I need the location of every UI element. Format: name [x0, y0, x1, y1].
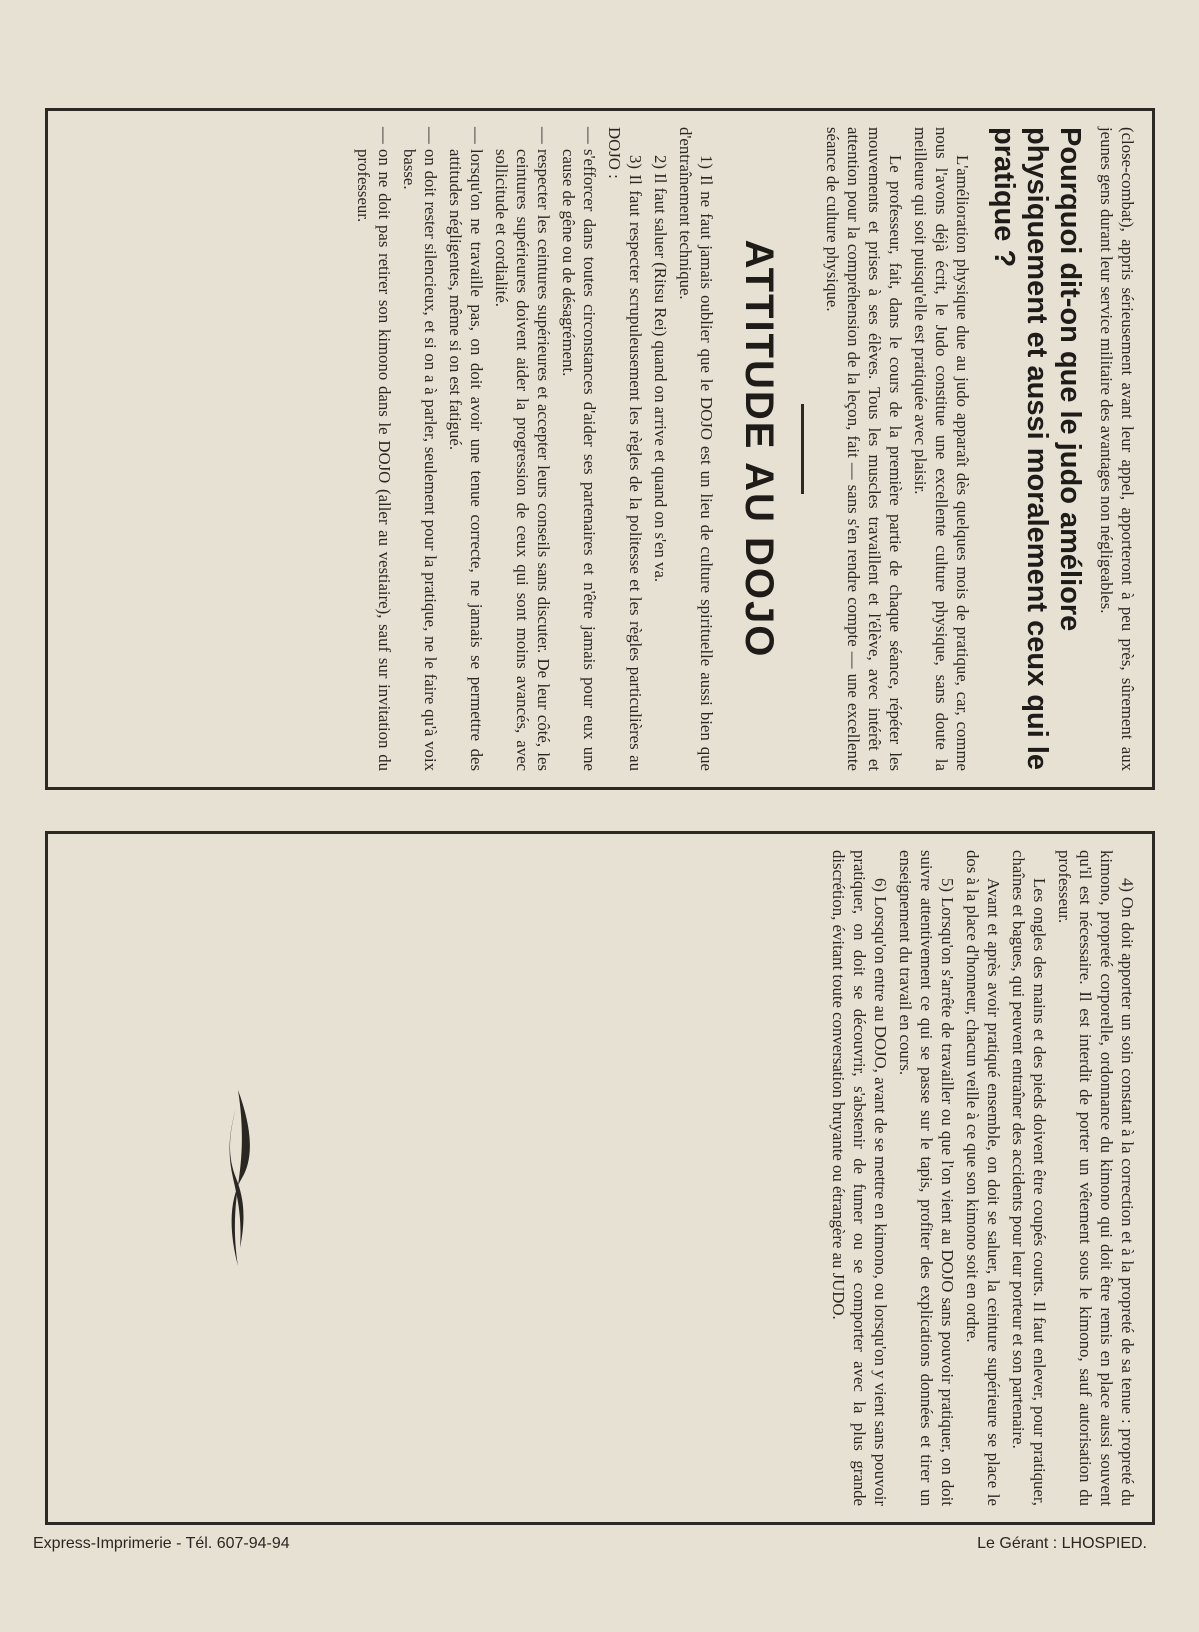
top-article-content: [48, 111, 1152, 787]
article-title: ATTITUDE AU DOJO: [737, 239, 781, 659]
bottom-text-column: [828, 850, 1138, 1506]
section-divider: [801, 404, 804, 494]
rule-bullet: — on ne doit pas retirer son kimono dans le DOJO (aller au vestiaire), sauf sur invitation du professeur.: [353, 127, 395, 771]
body-paragraph: Avant et après avoir pratiqué ensemble, on doit se saluer, la ceinture supérieure se place le dos à la place d'honneur, chacun veille à ce que son kimono soit en ordre.: [963, 850, 1003, 1506]
section-heading: Pourquoi dit-on que le judo améliore physiquement et aussi moralement ceux qui le pratique ?: [988, 127, 1086, 771]
bottom-article-content: [48, 834, 1152, 1522]
rule-paragraph: 3) Il faut respecter scrupuleusement les règles de la politesse et les règles particulières au DOJO :: [605, 127, 645, 771]
top-text-column: [353, 127, 1138, 771]
rule-bullet: — on doit rester silencieux, et si on a à parler, seulement pour la pratique, ne le faire qu'à voix basse.: [399, 127, 441, 771]
bottom-article-panel: [45, 831, 1155, 1525]
rule-paragraph: 4) On doit apporter un soin constant à la correction et à la propreté de sa tenue : propreté du kimono, propreté corporelle, ordonnance du kimono qui doit être remis en place aussi souvent qu'il est nécessaire. Il est interdit de porter un vêtement sous le kimono, sauf autorisation du professeur.: [1055, 850, 1137, 1506]
top-article-panel: [45, 108, 1155, 790]
rule-paragraph: 5) Lorsqu'on s'arrête de travailler ou que l'on vient au DOJO sans pouvoir pratiquer, on doit suivre attentivement ce qui se passe sur le tapis, profiter des explications données et tirer un enseignement du travail en cours.: [896, 850, 957, 1506]
manager-credit: Le Gérant : LHOSPIED.: [977, 1535, 1147, 1552]
rule-paragraph: 1) Il ne faut jamais oublier que le DOJO est un lieu de culture spirituelle aussi bien que d'entraînement technique.: [676, 127, 716, 771]
body-paragraph: L'amélioration physique due au judo apparaît dès quelques mois de pratique, car, comme nous l'avons déjà écrit, le Judo constitue une excellente culture physique, sans doute la meilleure qui soit puisqu'elle est pratiquée avec plaisir.: [911, 127, 972, 771]
rule-bullet: — respecter les ceintures supérieures et accepter leurs conseils sans discuter. De leur côté, les ceintures supérieures doivent aider la progression de ceux qui sont moins avancés, avec sollicitude et cordialité.: [491, 127, 554, 771]
printer-credit: Express-Imprimerie - Tél. 607-94-94: [33, 1535, 290, 1552]
rule-bullet: — lorsqu'on ne travaille pas, on doit avoir une tenue correcte, ne jamais se permettre des attitudes négligentes, même si on est fatigué.: [445, 127, 487, 771]
rule-paragraph: 2) Il faut saluer (Ritsu Rei) quand on arrive et quand on s'en va.: [651, 155, 670, 583]
intro-paragraph: (close-combat), appris sérieusement avant leur appel, apporteront à peu près, sûrement aux jeunes gens durant leur service militaire des avantages non négligeables.: [1097, 127, 1137, 771]
rule-paragraph: 6) Lorsqu'on entre au DOJO, avant de se mettre en kimono, ou lorsqu'on y vient sans pouvoir pratiquer, on doit se découvrir, s'abstenir de fumer ou se comporter avec la plus grande discrétion, évitant toute conversation bruyante ou étrangère au JUDO.: [829, 850, 890, 1506]
body-paragraph: Le professeur, fait, dans le cours de la première partie de chaque séance, répéter les mouvements et prises à ses élèves. Tous les muscles travaillent et l'élève, avec intérêt et attention pour la compréhension de la leçon, fait — sans s'en rendre compte — une excellente séance de culture physique.: [823, 127, 905, 771]
decorative-ornament-icon: [218, 1088, 258, 1268]
body-paragraph: Les ongles des mains et des pieds doivent être coupés courts. Il faut enlever, pour pratiquer, chaînes et bagues, qui peuvent entraîner des accidents pour leur porteur et son partenaire.: [1009, 850, 1049, 1506]
rule-bullet: — s'efforcer dans toutes circonstances d'aider ses partenaires et n'être jamais pour eux une cause de gêne ou de désagrément.: [558, 127, 600, 771]
